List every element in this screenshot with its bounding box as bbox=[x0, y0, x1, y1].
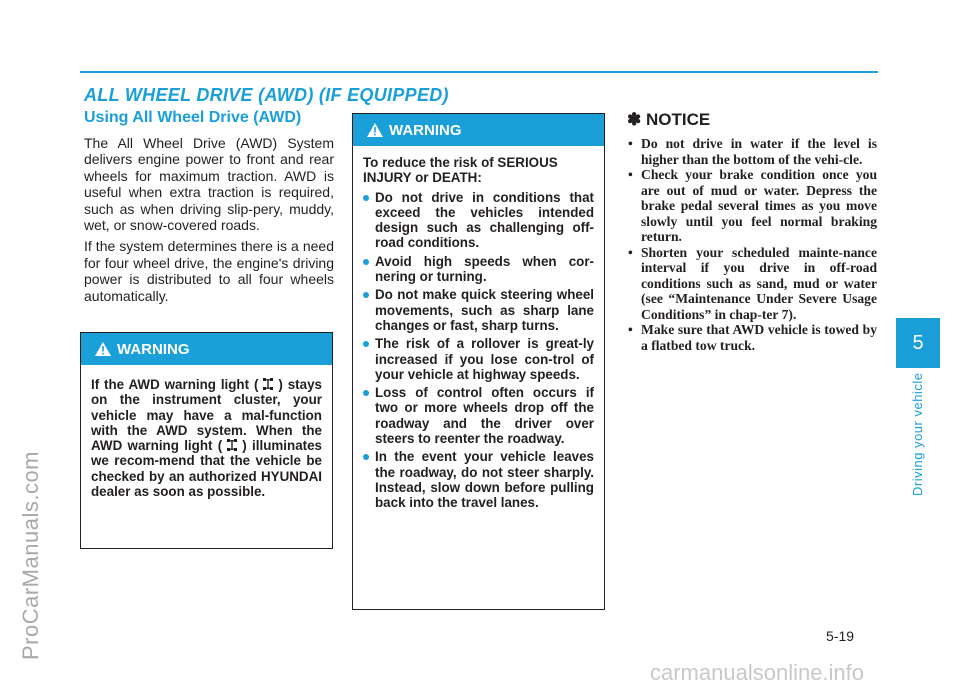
warning-header bbox=[353, 114, 604, 146]
notice-section bbox=[627, 110, 877, 353]
list-item: • Do not drive in water if the level is higher than the bottom of the vehi-cle. bbox=[627, 136, 877, 167]
list-item: Avoid high speeds when cor-nering or turning. bbox=[363, 254, 594, 285]
warning-triangle-icon bbox=[367, 123, 383, 137]
section-title: ALL WHEEL DRIVE (AWD) (IF EQUIPPED) bbox=[84, 85, 449, 105]
warning-text-part-2: ) stays on the instrument cluster, your vehicle may have a mal-function with the AWD system. When the AWD warning light ( bbox=[91, 377, 322, 454]
warning-label: WARNING bbox=[117, 340, 190, 358]
notice-title: ✽ NOTICE bbox=[627, 110, 711, 129]
watermark-bottom: carmanualsonline.info bbox=[650, 660, 865, 685]
warning-body bbox=[353, 146, 604, 511]
list-item: Loss of control often occurs if two or more wheels drop off the roadway and the driver over steers to reenter the roadway. bbox=[363, 385, 594, 446]
warning-lead: To reduce the risk of SERIOUS INJURY or DEATH: bbox=[363, 155, 558, 186]
chapter-label-text: Driving your vehicle bbox=[910, 372, 925, 496]
awd-warning-box bbox=[80, 332, 333, 549]
watermark-left-text: ProCarManuals.com bbox=[18, 450, 43, 660]
awd-warning-light-icon bbox=[226, 438, 238, 452]
warning-text-part-3: ) illuminates we recom-mend that the vehicle be checked by an authorized HYUNDAI dealer as soon as possible. bbox=[91, 438, 322, 500]
list-item: In the event your vehicle leaves the roadway, do not steer sharply. Instead, slow down before pulling back into the travel lanes. bbox=[363, 449, 594, 510]
warning-label: WARNING bbox=[389, 121, 462, 139]
warning-text-part-1: If the AWD warning light ( bbox=[91, 377, 259, 392]
intro-text bbox=[84, 135, 334, 304]
awd-warning-light-icon bbox=[262, 377, 274, 391]
list-item: Do not make quick steering wheel movements, such as sharp lane changes or fast, sharp turns. bbox=[363, 287, 594, 333]
warning-triangle-icon bbox=[95, 342, 111, 356]
page-number: 5-19 bbox=[826, 628, 855, 644]
list-item: Do not drive in conditions that exceed the vehicles intended design such as challenging off-road conditions. bbox=[363, 190, 594, 251]
list-item: • Shorten your scheduled mainte-nance interval if you drive in off-road conditions such as sand, mud or water (see “Maintenance Under Severe Usage Conditions” in chap-ter 7). bbox=[627, 245, 877, 323]
intro-paragraph-2: If the system determines there is a need for four wheel drive, the engine's driving power is distributed to all four wheels automatically. bbox=[84, 238, 334, 304]
chapter-label bbox=[870, 372, 960, 500]
warning-body bbox=[81, 365, 332, 499]
chapter-number-tab: 5 bbox=[896, 318, 940, 368]
warning-header bbox=[81, 333, 332, 365]
notice-list bbox=[627, 136, 877, 353]
intro-paragraph-1: The All Wheel Drive (AWD) System delivers engine power to front and rear wheels for maximum traction. AWD is useful when extra traction is required, such as when driving slip-pery, muddy, wet, or snow-covered roads. bbox=[84, 135, 334, 234]
list-item: • Make sure that AWD vehicle is towed by a flatbed tow truck. bbox=[627, 322, 877, 353]
watermark-left bbox=[18, 200, 62, 660]
list-item: • Check your brake condition once you are out of mud or water. Depress the brake pedal several times as you move slowly until you feel normal braking return. bbox=[627, 167, 877, 245]
subheading: Using All Wheel Drive (AWD) bbox=[84, 109, 302, 126]
serious-injury-warning-box bbox=[352, 113, 605, 610]
top-rule bbox=[80, 71, 878, 73]
warning-list bbox=[363, 190, 594, 511]
list-item: The risk of a rollover is great-ly increased if you lose con-trol of your vehicle at highway speeds. bbox=[363, 336, 594, 382]
